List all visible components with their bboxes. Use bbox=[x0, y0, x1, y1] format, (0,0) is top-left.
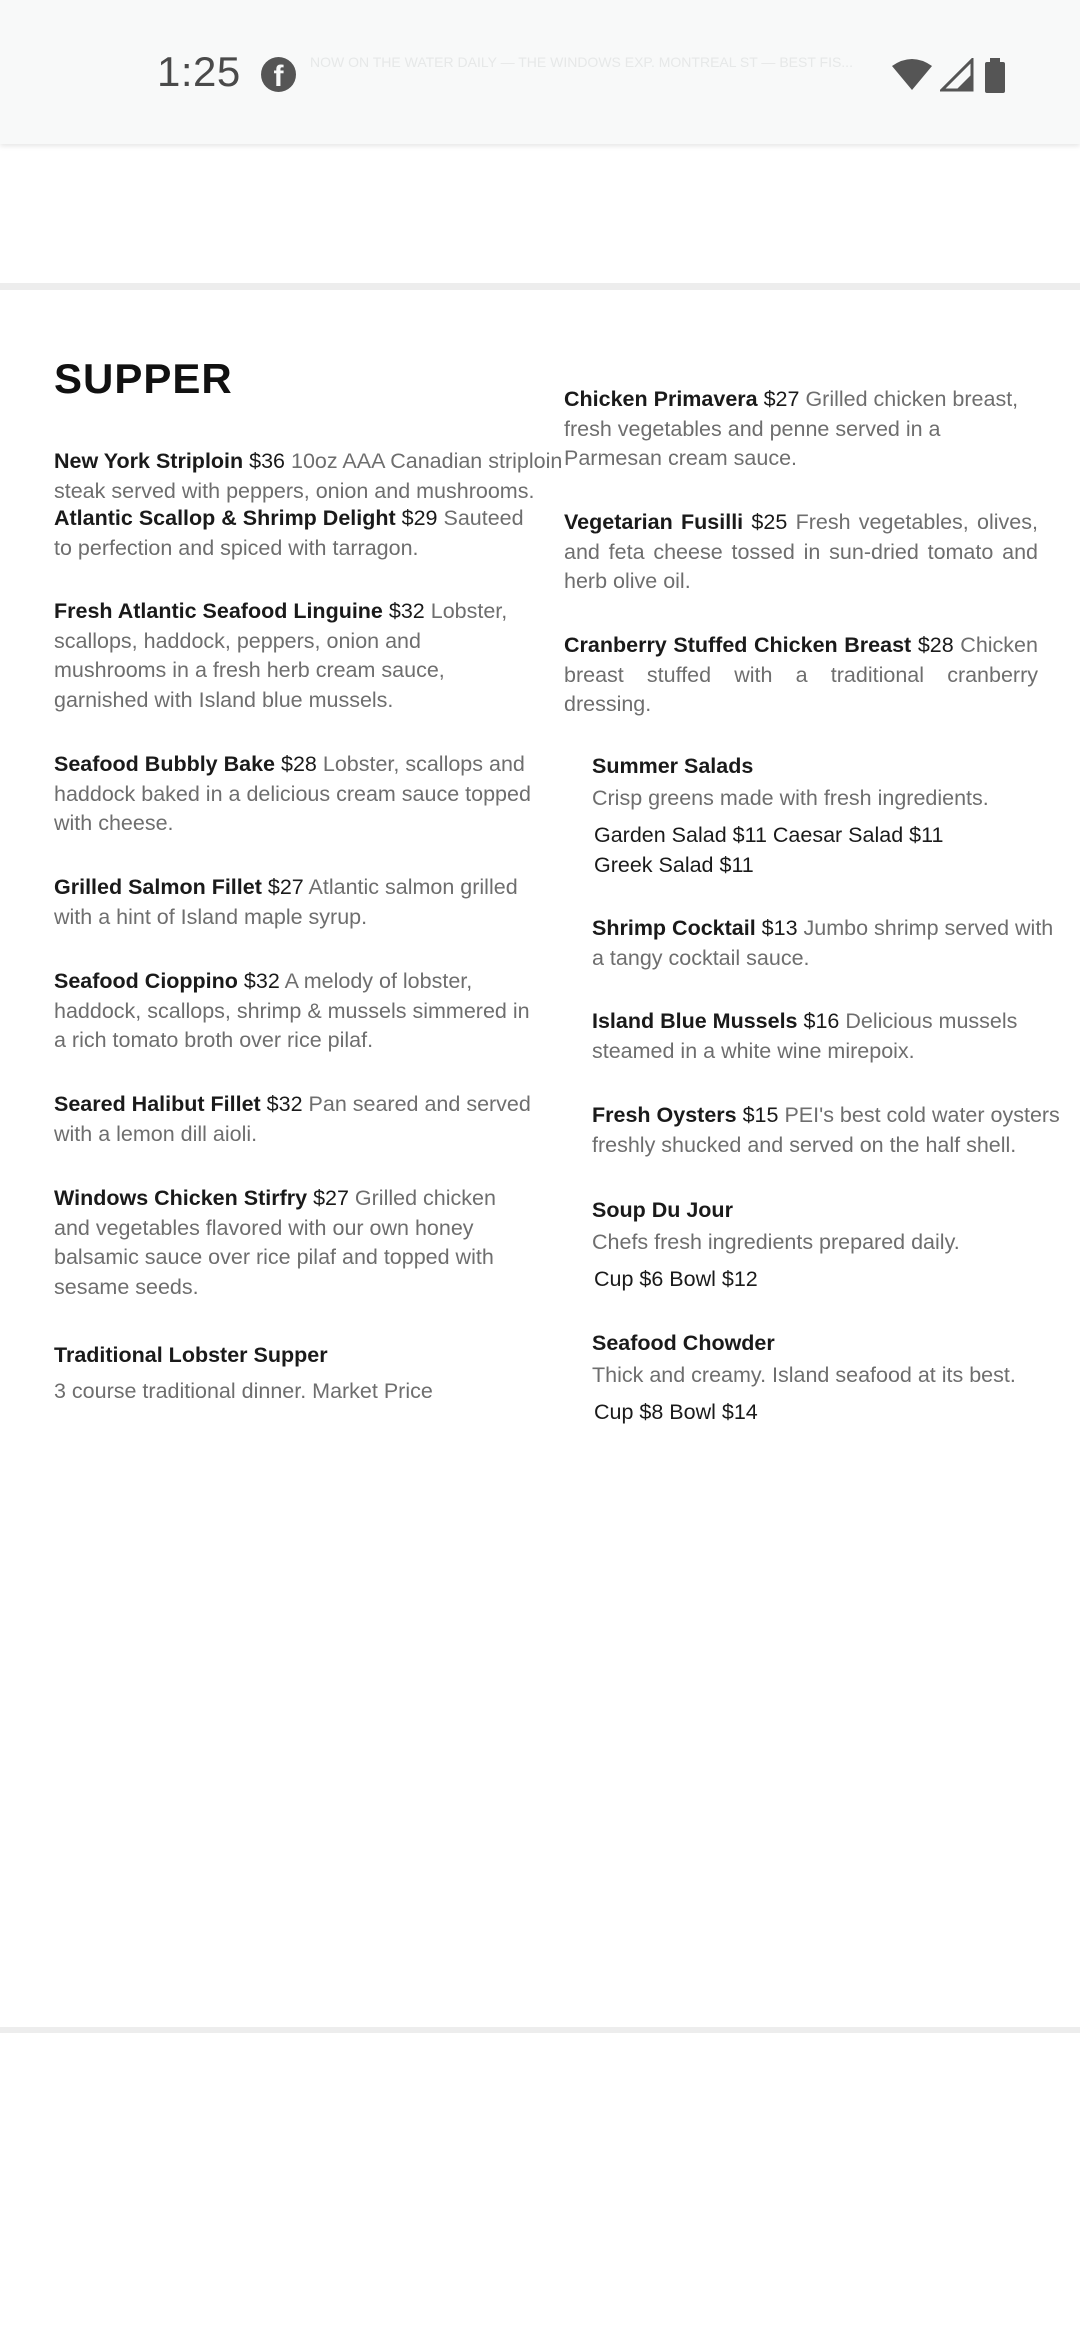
item-desc: Grilled chicken breast, fresh vegetables and penne served in a Parmesan cream sauce. bbox=[564, 387, 1019, 470]
item-options: Cup $6 Bowl $12 bbox=[594, 1267, 758, 1291]
item-name: Shrimp Cocktail bbox=[592, 916, 756, 940]
menu-item-chicken-primavera bbox=[564, 385, 1044, 474]
menu-item-soup-du-jour bbox=[592, 1194, 1062, 1295]
item-price: $13 bbox=[761, 916, 798, 940]
menu-item-seafood-chowder bbox=[592, 1327, 1062, 1428]
item-price: $27 bbox=[267, 875, 304, 899]
item-desc: Grilled chicken and vegetables flavored with our own honey balsamic sauce over rice pilaf and topped with sesame seeds. bbox=[54, 1186, 496, 1299]
item-desc: 3 course traditional dinner. Market Price bbox=[54, 1379, 433, 1403]
item-options: Greek Salad $11 bbox=[594, 852, 754, 877]
item-desc: PEI's best cold water oysters freshly shucked and served on the half shell. bbox=[592, 1103, 1060, 1157]
item-desc: Chefs fresh ingredients prepared daily. bbox=[592, 1230, 960, 1254]
item-options: Cup $8 Bowl $14 bbox=[594, 1400, 758, 1424]
menu-item-seafood-linguine bbox=[54, 597, 532, 715]
item-name: Seafood Chowder bbox=[592, 1331, 775, 1355]
item-price: $29 bbox=[401, 506, 438, 530]
item-desc: Pan seared and served with a lemon dill aioli. bbox=[54, 1092, 531, 1146]
item-desc: Fresh vegetables, olives, and feta cheese tossed in sun-dried tomato and herb olive oil. bbox=[564, 510, 1038, 593]
item-name: Seared Halibut Fillet bbox=[54, 1092, 261, 1116]
item-desc: A melody of lobster, haddock, scallops, shrimp & mussels simmered in a rich tomato broth over rice pilaf. bbox=[54, 969, 530, 1052]
item-name: Soup Du Jour bbox=[592, 1198, 733, 1222]
item-name: Summer Salads bbox=[592, 754, 754, 778]
item-desc: Thick and creamy. Island seafood at its best. bbox=[592, 1363, 1016, 1387]
menu-item-halibut bbox=[54, 1090, 544, 1149]
menu-item-cioppino bbox=[54, 967, 544, 1056]
section-heading: SUPPER bbox=[54, 355, 233, 402]
cellular-signal-icon bbox=[940, 58, 974, 92]
menu-item-shrimp-cocktail bbox=[592, 914, 1062, 973]
item-price: $27 bbox=[313, 1186, 349, 1210]
item-desc: 10oz AAA Canadian striploin steak served with peppers, onion and mushrooms. bbox=[54, 449, 563, 503]
item-price: $32 bbox=[388, 599, 425, 623]
item-name: Atlantic Scallop & Shrimp Delight bbox=[54, 506, 396, 530]
system-icons bbox=[892, 58, 1032, 94]
item-desc: Jumbo shrimp served with a tangy cocktail sauce. bbox=[592, 916, 1054, 970]
item-price: $28 bbox=[281, 752, 317, 776]
menu-item-cranberry-chicken bbox=[564, 631, 1038, 720]
item-price: $15 bbox=[742, 1103, 779, 1127]
menu-item-ny-striploin bbox=[54, 447, 574, 506]
facebook-icon: f bbox=[261, 57, 296, 92]
battery-icon bbox=[984, 58, 1006, 94]
item-desc: Sauteed to perfection and spiced with tarragon. bbox=[54, 506, 524, 560]
item-price: $25 bbox=[751, 510, 788, 534]
item-name: Cranberry Stuffed Chicken Breast bbox=[564, 633, 912, 657]
item-desc: Delicious mussels steamed in a white wine mirepoix. bbox=[592, 1009, 1018, 1063]
item-desc: Chicken breast stuffed with a traditional cranberry dressing. bbox=[564, 633, 1038, 716]
item-name: Seafood Cioppino bbox=[54, 969, 238, 993]
menu-item-fresh-oysters bbox=[592, 1101, 1074, 1160]
item-name: Grilled Salmon Fillet bbox=[54, 875, 262, 899]
item-price: $28 bbox=[917, 633, 954, 657]
status-time: 1:25 bbox=[157, 48, 241, 95]
item-name: Traditional Lobster Supper bbox=[54, 1343, 328, 1367]
item-price: $27 bbox=[763, 387, 800, 411]
menu-item-chicken-stirfry bbox=[54, 1184, 524, 1302]
menu-item-salmon-fillet bbox=[54, 873, 544, 932]
status-bar bbox=[0, 0, 1080, 144]
menu-item-blue-mussels bbox=[592, 1007, 1042, 1066]
item-desc: Lobster, scallops, haddock, peppers, onion and mushrooms in a fresh herb cream sauce, garnished with Island blue mussels. bbox=[54, 599, 508, 712]
item-price: $32 bbox=[243, 969, 280, 993]
menu-item-scallop-shrimp bbox=[54, 504, 544, 563]
item-name: Fresh Atlantic Seafood Linguine bbox=[54, 599, 383, 623]
divider-top bbox=[0, 283, 1080, 290]
menu-item-vegetarian-fusilli bbox=[564, 508, 1038, 597]
wifi-icon bbox=[892, 58, 932, 92]
item-price: $16 bbox=[803, 1009, 840, 1033]
item-name: Seafood Bubbly Bake bbox=[54, 752, 276, 776]
item-name: Fresh Oysters bbox=[592, 1103, 737, 1127]
item-desc: Crisp greens made with fresh ingredients. bbox=[592, 786, 989, 810]
item-options: Garden Salad $11 Caesar Salad $11 bbox=[594, 823, 944, 847]
item-desc: Atlantic salmon grilled with a hint of Island maple syrup. bbox=[54, 875, 518, 929]
menu-item-summer-salads bbox=[592, 750, 1062, 880]
item-price: $36 bbox=[249, 449, 286, 473]
item-name: Island Blue Mussels bbox=[592, 1009, 798, 1033]
item-name: Windows Chicken Stirfry bbox=[54, 1186, 308, 1210]
faded-banner-text: NOW ON THE WATER DAILY — THE WINDOWS EXP. MONTREAL ST — BEST FIS... bbox=[310, 54, 853, 70]
menu-item-bubbly-bake bbox=[54, 750, 544, 839]
item-name: New York Striploin bbox=[54, 449, 244, 473]
item-name: Chicken Primavera bbox=[564, 387, 758, 411]
item-price: $32 bbox=[266, 1092, 303, 1116]
menu-item-lobster-supper bbox=[54, 1337, 544, 1409]
item-desc: Lobster, scallops and haddock baked in a delicious cream sauce topped with cheese. bbox=[54, 752, 531, 835]
divider-bottom bbox=[0, 2027, 1080, 2033]
item-name: Vegetarian Fusilli bbox=[564, 510, 744, 534]
